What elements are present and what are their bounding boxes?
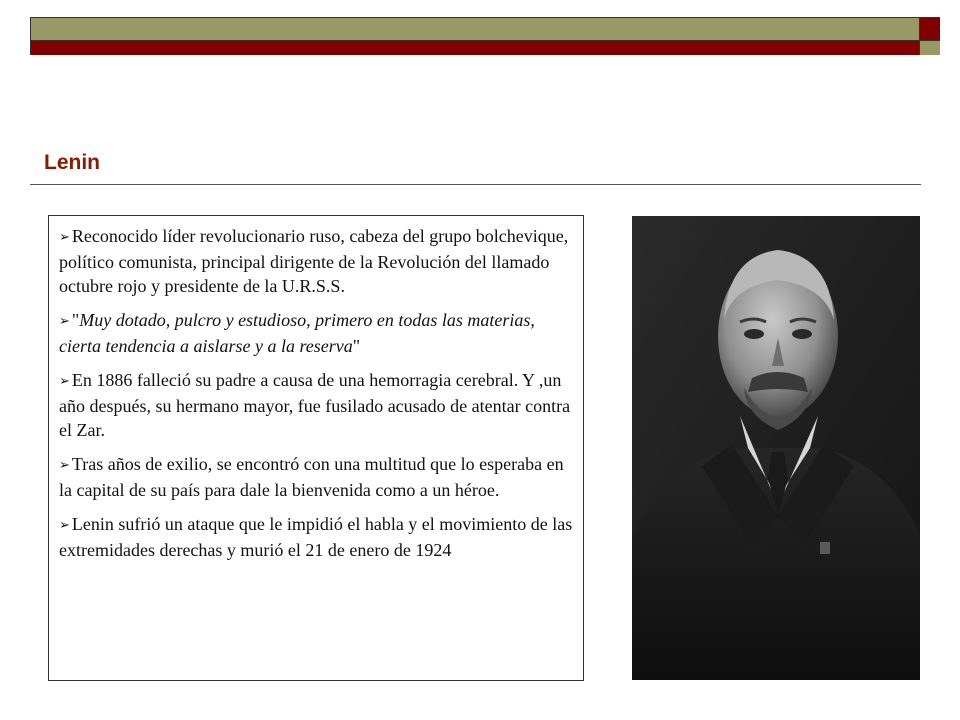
header-bar-olive	[31, 18, 919, 40]
bullet-item-5	[59, 512, 575, 562]
bullet-item-1	[59, 224, 575, 298]
arrow-bullet-icon: ➢	[59, 458, 70, 473]
title-divider	[30, 184, 921, 185]
bullet-text: En 1886 falleció su padre a causa de una hemorragia cerebral. Y ,un año después, su hermano mayor, fue fusilado acusado de atentar contra el Zar.	[59, 370, 571, 440]
portrait-illustration	[632, 216, 920, 680]
arrow-bullet-icon: ➢	[59, 230, 70, 245]
header-bar	[30, 17, 940, 55]
bullet-item-4	[59, 452, 575, 502]
bullet-text: Reconocido líder revolucionario ruso, cabeza del grupo bolchevique, político comunista, principal dirigente de la Revolución del llamado octubre rojo y presidente de la U.R.S.S.	[59, 226, 569, 296]
header-bar-red-square	[919, 18, 940, 40]
portrait-photo[interactable]	[632, 216, 920, 680]
arrow-bullet-icon: ➢	[59, 314, 70, 329]
bullet-item-3	[59, 368, 575, 442]
bullet-item-2	[59, 308, 575, 358]
header-bar-red-strip	[31, 40, 919, 55]
arrow-bullet-icon: ➢	[59, 518, 70, 533]
slide-title: Lenin	[44, 151, 100, 174]
bullet-quote-close: "	[352, 336, 361, 356]
arrow-bullet-icon: ➢	[59, 374, 70, 389]
bullet-quote-open: "	[71, 310, 80, 330]
bullet-text: Lenin sufrió un ataque que le impidió el habla y el movimiento de las extremidades derechas y murió el 21 de enero de 1924	[59, 514, 573, 560]
header-bar-olive-square	[919, 40, 940, 55]
bullet-text: Tras años de exilio, se encontró con una multitud que lo esperaba en la capital de su país para dale la bienvenida como a un héroe.	[59, 454, 564, 500]
bullet-quote-text: Muy dotado, pulcro y estudioso, primero en todas las materias, cierta tendencia a aislarse y a la reserva	[59, 310, 535, 356]
bullet-text-box[interactable]	[48, 215, 584, 681]
